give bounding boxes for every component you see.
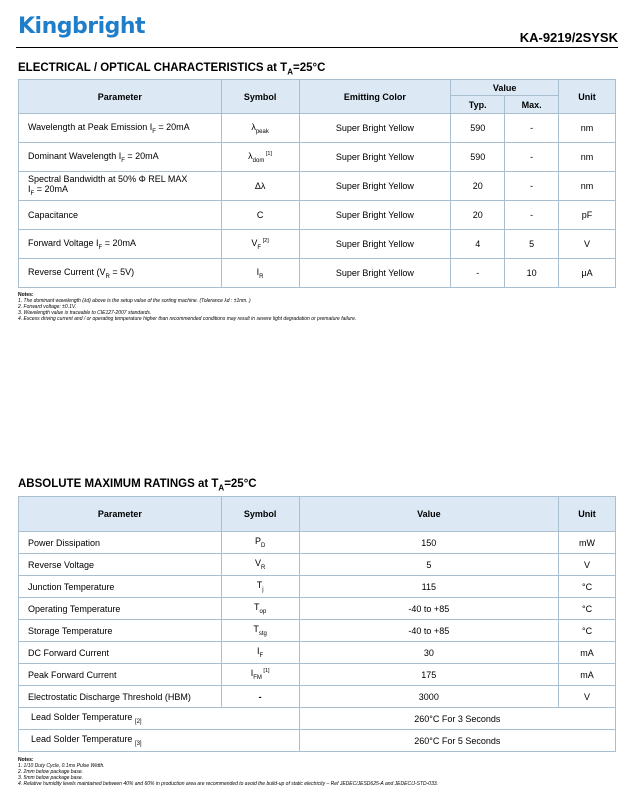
row-parameter: Dominant Wavelength $I_F = 20mA$ <box>19 143 222 172</box>
row-value: 175 <box>299 664 558 686</box>
row-symbol: $T_j$ <box>221 576 299 598</box>
row-max: - <box>505 143 559 172</box>
row-parameter: Reverse Current $(V_R = 5V)$ <box>19 259 222 288</box>
row-symbol: $I_F$ <box>221 642 299 664</box>
table-row <box>19 143 616 172</box>
header-divider <box>16 47 618 48</box>
note-line: 2. Forward voltage: ±0.1V. <box>18 304 77 310</box>
col-header-unit: Unit <box>559 80 616 114</box>
row-symbol: - <box>221 686 299 708</box>
row-value: -40 to +85 <box>299 620 558 642</box>
table-row <box>19 686 616 708</box>
row-symbol: $P_D$ <box>221 532 299 554</box>
row-value: 260°C For 5 Seconds <box>299 730 615 752</box>
table-row <box>19 730 616 752</box>
amr-notes: Notes: 1. 1/10 Duty Cycle, 0.1ms Pulse Width. 2. 2mm below package base. 3. 5mm below package base. 4. Relative humidity levels maintained between 40% and 60% in production area are recommended to avoid the build-up of static electricity – Ref JEDEC/JESD625-A and JEDEC/J-STD-033. <box>18 757 439 787</box>
row-typ: 590 <box>451 114 505 143</box>
col-header-parameter: Parameter <box>19 497 222 532</box>
row-unit: °C <box>559 598 616 620</box>
table-row <box>19 576 616 598</box>
row-parameter: Reverse Voltage <box>19 554 222 576</box>
brand-logo: Kingbright <box>18 14 146 39</box>
eo-section-title: ELECTRICAL / OPTICAL CHARACTERISTICS at $T_A=25^\circ C$ <box>18 62 326 77</box>
table-row <box>19 620 616 642</box>
row-unit: mW <box>559 532 616 554</box>
row-typ: 590 <box>451 143 505 172</box>
note-line: 3. 5mm below package base. <box>18 775 84 781</box>
col-header-value: Value <box>451 80 559 96</box>
note-line: 4. Excess driving current and / or operating temperature higher than recommended conditions may result in severe light degradation or premature failure. <box>18 316 357 322</box>
row-symbol: $V_R$ <box>221 554 299 576</box>
row-typ: - <box>451 259 505 288</box>
col-header-symbol: Symbol <box>221 497 299 532</box>
table-row <box>19 114 616 143</box>
table-row <box>19 664 616 686</box>
row-parameter: Junction Temperature <box>19 576 222 598</box>
row-parameter: Storage Temperature <box>19 620 222 642</box>
table-row <box>19 532 616 554</box>
row-unit: nm <box>559 172 616 201</box>
note-line: 1. 1/10 Duty Cycle, 0.1ms Pulse Width. <box>18 763 105 769</box>
row-value: 3000 <box>299 686 558 708</box>
row-typ: 20 <box>451 172 505 201</box>
row-parameter: Capacitance <box>19 201 222 230</box>
col-header-value: Value <box>299 497 558 532</box>
row-unit: °C <box>559 576 616 598</box>
note-line: 3. Wavelength value is traceable to CIE127-2007 standards. <box>18 310 152 316</box>
row-unit: V <box>559 554 616 576</box>
row-unit: V <box>559 230 616 259</box>
row-symbol: $T_{op}$ <box>221 598 299 620</box>
row-parameter: Wavelength at Peak Emission $I_F = 20mA$ <box>19 114 222 143</box>
row-typ: 4 <box>451 230 505 259</box>
row-unit: °C <box>559 620 616 642</box>
row-unit: nm <box>559 114 616 143</box>
note-line: 2. 2mm below package base. <box>18 769 84 775</box>
amr-section-title: ABSOLUTE MAXIMUM RATINGS at $T_A=25^\circ C$ <box>18 478 257 493</box>
note-line: 1. The dominant wavelength (λd) above is the setup value of the sorting machine. (Tolerance λd : ±1nm. ) <box>18 298 251 304</box>
row-max: 5 <box>505 230 559 259</box>
col-header-parameter: Parameter <box>19 80 222 114</box>
row-parameter: DC Forward Current <box>19 642 222 664</box>
row-value: 115 <box>299 576 558 598</box>
row-symbol: Δλ <box>221 172 299 201</box>
col-header-typ: Typ. <box>451 96 505 114</box>
row-symbol: $\lambda_{dom}$ [1] <box>221 143 299 172</box>
row-value: 30 <box>299 642 558 664</box>
table-row <box>19 642 616 664</box>
note-line: 4. Relative humidity levels maintained between 40% and 60% in production area are recommended to avoid the build-up of static electricity – Ref JEDEC/JESD625-A and JEDEC/J-STD-033. <box>18 781 439 787</box>
row-unit: mA <box>559 664 616 686</box>
row-max: 10 <box>505 259 559 288</box>
table-row <box>19 230 616 259</box>
row-symbol: $\lambda_{peak}$ <box>221 114 299 143</box>
row-symbol: $I_R$ <box>221 259 299 288</box>
row-color: Super Bright Yellow <box>299 172 451 201</box>
row-color: Super Bright Yellow <box>299 114 451 143</box>
row-unit: V <box>559 686 616 708</box>
table-row <box>19 172 616 201</box>
row-color: Super Bright Yellow <box>299 143 451 172</box>
row-parameter: Forward Voltage $I_F = 20mA$ <box>19 230 222 259</box>
row-max: - <box>505 201 559 230</box>
table-row <box>19 598 616 620</box>
col-header-symbol: Symbol <box>221 80 299 114</box>
row-symbol: $V_F$ [2] <box>221 230 299 259</box>
row-parameter: Spectral Bandwidth at 50% Φ REL MAX $I_F = 20mA$ <box>19 172 222 201</box>
row-unit: mA <box>559 642 616 664</box>
row-parameter: Power Dissipation <box>19 532 222 554</box>
eo-characteristics-table <box>18 79 616 288</box>
row-parameter: Peak Forward Current <box>19 664 222 686</box>
row-symbol: $I_{FM}$ [1] <box>221 664 299 686</box>
row-parameter: Lead Solder Temperature $_{[2]}$ <box>19 708 300 730</box>
row-typ: 20 <box>451 201 505 230</box>
table-row <box>19 708 616 730</box>
row-unit: nm <box>559 143 616 172</box>
row-color: Super Bright Yellow <box>299 201 451 230</box>
table-row <box>19 201 616 230</box>
col-header-emitting-color: Emitting Color <box>299 80 451 114</box>
row-symbol: C <box>221 201 299 230</box>
row-value: 260°C For 3 Seconds <box>299 708 615 730</box>
row-unit: μA <box>559 259 616 288</box>
col-header-max: Max. <box>505 96 559 114</box>
row-max: - <box>505 172 559 201</box>
row-parameter: Electrostatic Discharge Threshold (HBM) <box>19 686 222 708</box>
row-color: Super Bright Yellow <box>299 230 451 259</box>
table-row <box>19 554 616 576</box>
table-row <box>19 259 616 288</box>
row-symbol: $T_{stg}$ <box>221 620 299 642</box>
col-header-unit: Unit <box>559 497 616 532</box>
part-number: KA-9219/2SYSK <box>519 30 618 45</box>
row-color: Super Bright Yellow <box>299 259 451 288</box>
row-value: -40 to +85 <box>299 598 558 620</box>
row-unit: pF <box>559 201 616 230</box>
row-parameter: Operating Temperature <box>19 598 222 620</box>
row-value: 150 <box>299 532 558 554</box>
row-value: 5 <box>299 554 558 576</box>
row-parameter: Lead Solder Temperature $_{[3]}$ <box>19 730 300 752</box>
row-max: - <box>505 114 559 143</box>
eo-notes: Notes: 1. The dominant wavelength (λd) above is the setup value of the sorting machine. (Tolerance λd : ±1nm. ) 2. Forward voltage: ±0.1V. 3. Wavelength value is traceable to CIE127-2007 standards. 4. Excess driving current and / or operating temperature higher than recommended conditions may result in severe light degradation or premature failure. <box>18 292 357 322</box>
amr-ratings-table <box>18 496 616 752</box>
